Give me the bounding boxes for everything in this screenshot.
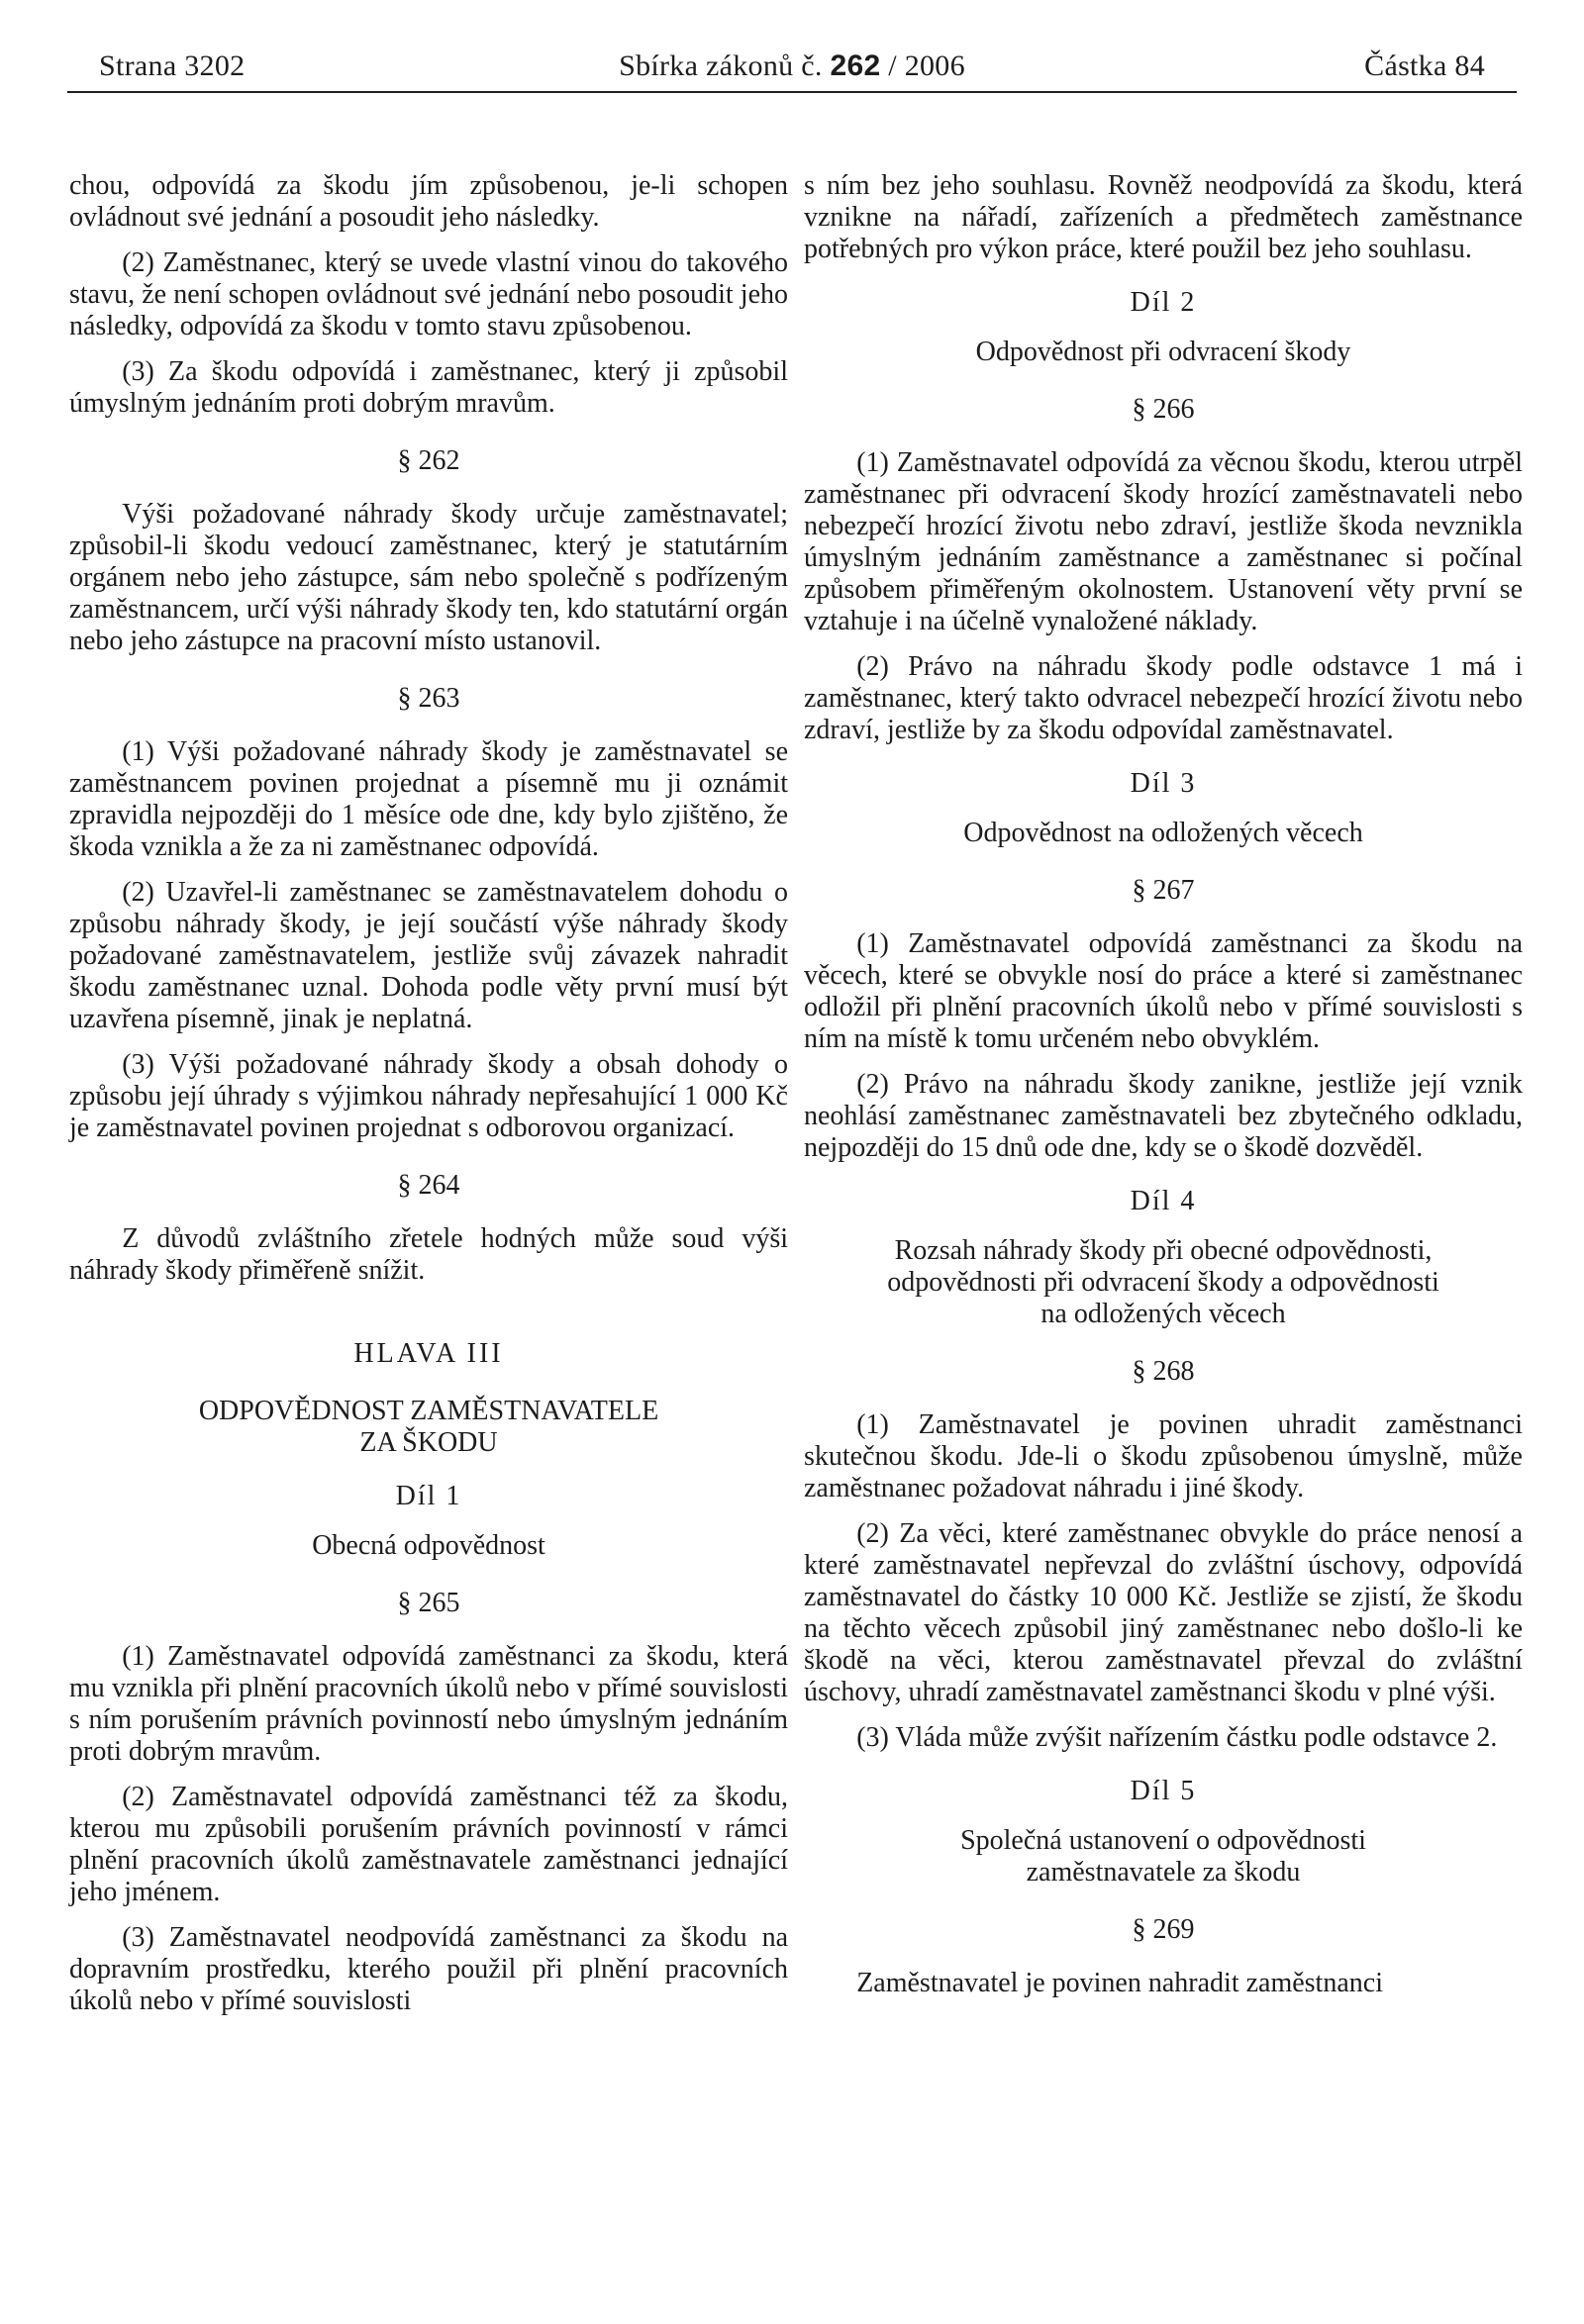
- part-title-line: zaměstnavatele za škodu: [1026, 1857, 1301, 1888]
- part-heading-5: Díl 5: [1130, 1776, 1197, 1806]
- part-number: Částka 84: [1364, 49, 1485, 82]
- part-title-3: Odpovědnost na odložených věcech: [963, 818, 1363, 848]
- paragraph: (2) Zaměstnavatel odpovídá zaměstnanci též za škodu, kterou mu způsobili porušením právních povinností v rámci plnění pracovních úkolů zaměstnavatele zaměstnanci jednající jeho jménem.: [69, 1782, 788, 1907]
- paragraph: (1) Zaměstnavatel je povinen uhradit zaměstnanci skutečnou škodu. Jde-li o škodu způsobenou úmyslně, může zaměstnanec požadovat náhradu i jiné škody.: [804, 1409, 1523, 1503]
- part-heading-4: Díl 4: [1130, 1186, 1197, 1216]
- collection-title: [67, 49, 1517, 83]
- chapter-title-line: ZA ŠKODU: [359, 1427, 498, 1458]
- section-heading-269: § 269: [1132, 1914, 1195, 1945]
- part-title-2: Odpovědnost při odvracení škody: [975, 337, 1351, 367]
- paragraph: (1) Zaměstnavatel odpovídá zaměstnanci za škodu na věcech, které se obvykle nosí do práce a které si zaměstnanec odložil při plnění pracovních úkolů nebo v přímé souvislosti s ním na místě k tomu určeném nebo obvyklém.: [804, 928, 1523, 1054]
- section-heading-262: § 262: [397, 445, 460, 476]
- part-title-line: Společná ustanovení o odpovědnosti: [960, 1825, 1366, 1856]
- paragraph: (2) Právo na náhradu škody podle odstavce 1 má i zaměstnanec, který takto odvracel nebezpečí hrozící životu nebo zdraví, jestliže by za škodu odpovídal zaměstnavatel.: [804, 651, 1523, 745]
- part-title-5: [804, 1825, 1523, 1888]
- paragraph: (2) Právo na náhradu škody zanikne, jestliže její vznik neohlásí zaměstnanec zaměstnavateli bez zbytečného odkladu, nejpozději do 15 dnů ode dne, kdy se o škodě dozvěděl.: [804, 1069, 1523, 1163]
- page-header: [67, 44, 1517, 93]
- paragraph: (1) Zaměstnavatel odpovídá zaměstnanci za škodu, která mu vznikla při plnění pracovních úkolů nebo v přímé souvislosti s ním porušením právních povinností nebo úmyslným jednáním proti dobrým mravům.: [69, 1641, 788, 1767]
- paragraph: (2) Uzavřel-li zaměstnanec se zaměstnavatelem dohodu o způsobu náhrady škody, je její součástí výše náhrady škody požadované zaměstnavatelem, jestliže svůj závazek nahradit škodu zaměstnanec uznal. Dohoda podle věty první musí být uzavřena písemně, jinak je neplatná.: [69, 877, 788, 1034]
- chapter-title: [69, 1396, 788, 1459]
- part-title-line: Rozsah náhrady škody při obecné odpovědnosti,: [894, 1235, 1433, 1266]
- part-heading-1: Díl 1: [395, 1481, 462, 1511]
- paragraph: (1) Zaměstnavatel odpovídá za věcnou škodu, kterou utrpěl zaměstnanec při odvracení škody hrozící zaměstnavateli nebo nebezpečí hrozící životu nebo zdraví, jestliže škoda nevznikla úmyslným jednáním zaměstnance a zaměstnanec si počínal způsobem přiměřeným okolnostem. Ustanovení věty první se vztahuje i na účelně vynaložené náklady.: [804, 447, 1523, 636]
- section-heading-267: § 267: [1132, 875, 1195, 906]
- part-heading-2: Díl 2: [1130, 287, 1197, 318]
- part-title-line: odpovědnosti při odvracení škody a odpovědnosti: [887, 1267, 1439, 1298]
- chapter-heading: HLAVA III: [353, 1338, 504, 1369]
- collection-year: / 2006: [888, 49, 965, 82]
- section-heading-263: § 263: [397, 683, 460, 714]
- paragraph: chou, odpovídá za škodu jím způsobenou, je-li schopen ovládnout své jednání a posoudit jeho následky.: [69, 170, 788, 233]
- paragraph: (3) Výši požadované náhrady škody a obsah dohody o způsobu její úhrady s výjimkou náhrady nepřesahující 1 000 Kč je zaměstnavatel povinen projednat s odborovou organizací.: [69, 1049, 788, 1143]
- paragraph: Zaměstnavatel je povinen nahradit zaměstnanci: [856, 1968, 1383, 1998]
- collection-prefix: Sbírka zákonů č.: [619, 49, 823, 82]
- paragraph: (2) Za věci, které zaměstnanec obvykle do práce nenosí a které zaměstnavatel nepřevzal do zvláštní úschovy, odpovídá zaměstnavatel do částky 10 000 Kč. Jestliže se zjistí, že škodu na těchto věcech způsobil jiný zaměstnanec nebo došlo-li ke škodě na věci, kterou zaměstnavatel převzal do zvláštní úschovy, uhradí zaměstnavatel zaměstnanci škodu v plné výši.: [804, 1518, 1523, 1707]
- chapter-title-line: ODPOVĚDNOST ZAMĚSTNAVATELE: [198, 1396, 659, 1426]
- part-title-4: [804, 1235, 1523, 1330]
- part-title-line: na odložených věcech: [1040, 1299, 1286, 1329]
- paragraph: Z důvodů zvláštního zřetele hodných může soud výši náhrady škody přiměřeně snížit.: [69, 1223, 788, 1286]
- part-heading-3: Díl 3: [1130, 768, 1197, 799]
- section-heading-264: § 264: [397, 1170, 460, 1201]
- section-heading-268: § 268: [1132, 1356, 1195, 1387]
- page-number: Strana 3202: [99, 49, 246, 82]
- section-heading-265: § 265: [397, 1588, 460, 1618]
- paragraph: (1) Výši požadované náhrady škody je zaměstnavatel se zaměstnancem povinen projednat a písemně mu ji oznámit zpravidla nejpozději do 1 měsíce ode dne, kdy bylo zjištěno, že škoda vznikla a že za ni zaměstnanec odpovídá.: [69, 736, 788, 862]
- section-heading-266: § 266: [1132, 394, 1195, 425]
- paragraph: (3) Vláda může zvýšit nařízením částku podle odstavce 2.: [856, 1722, 1498, 1753]
- paragraph: s ním bez jeho souhlasu. Rovněž neodpovídá za škodu, která vznikne na nářadí, zařízeních a předmětech zaměstnance potřebných pro výkon práce, které použil bez jeho souhlasu.: [804, 170, 1523, 264]
- part-title-1: Obecná odpovědnost: [312, 1530, 545, 1561]
- paragraph: (2) Zaměstnanec, který se uvede vlastní vinou do takového stavu, že není schopen ovládnout své jednání nebo posoudit jeho následky, odpovídá za škodu v tomto stavu způsobenou.: [69, 247, 788, 341]
- paragraph: Výši požadované náhrady škody určuje zaměstnavatel; způsobil-li škodu vedoucí zaměstnanec, který je statutárním orgánem nebo jeho zástupce, sám nebo společně s podřízeným zaměstnancem, určí výši náhrady škody ten, kdo statutární orgán nebo jeho zástupce na pracovní místo ustanovil.: [69, 499, 788, 656]
- paragraph: (3) Zaměstnavatel neodpovídá zaměstnanci za škodu na dopravním prostředku, kterého použil při plnění pracovních úkolů nebo v přímé souvislosti: [69, 1922, 788, 2016]
- paragraph: (3) Za škodu odpovídá i zaměstnanec, který ji způsobil úmyslným jednáním proti dobrým mravům.: [69, 356, 788, 419]
- left-column: [69, 170, 788, 2031]
- right-column: [804, 170, 1523, 2013]
- collection-number: 262: [830, 49, 881, 82]
